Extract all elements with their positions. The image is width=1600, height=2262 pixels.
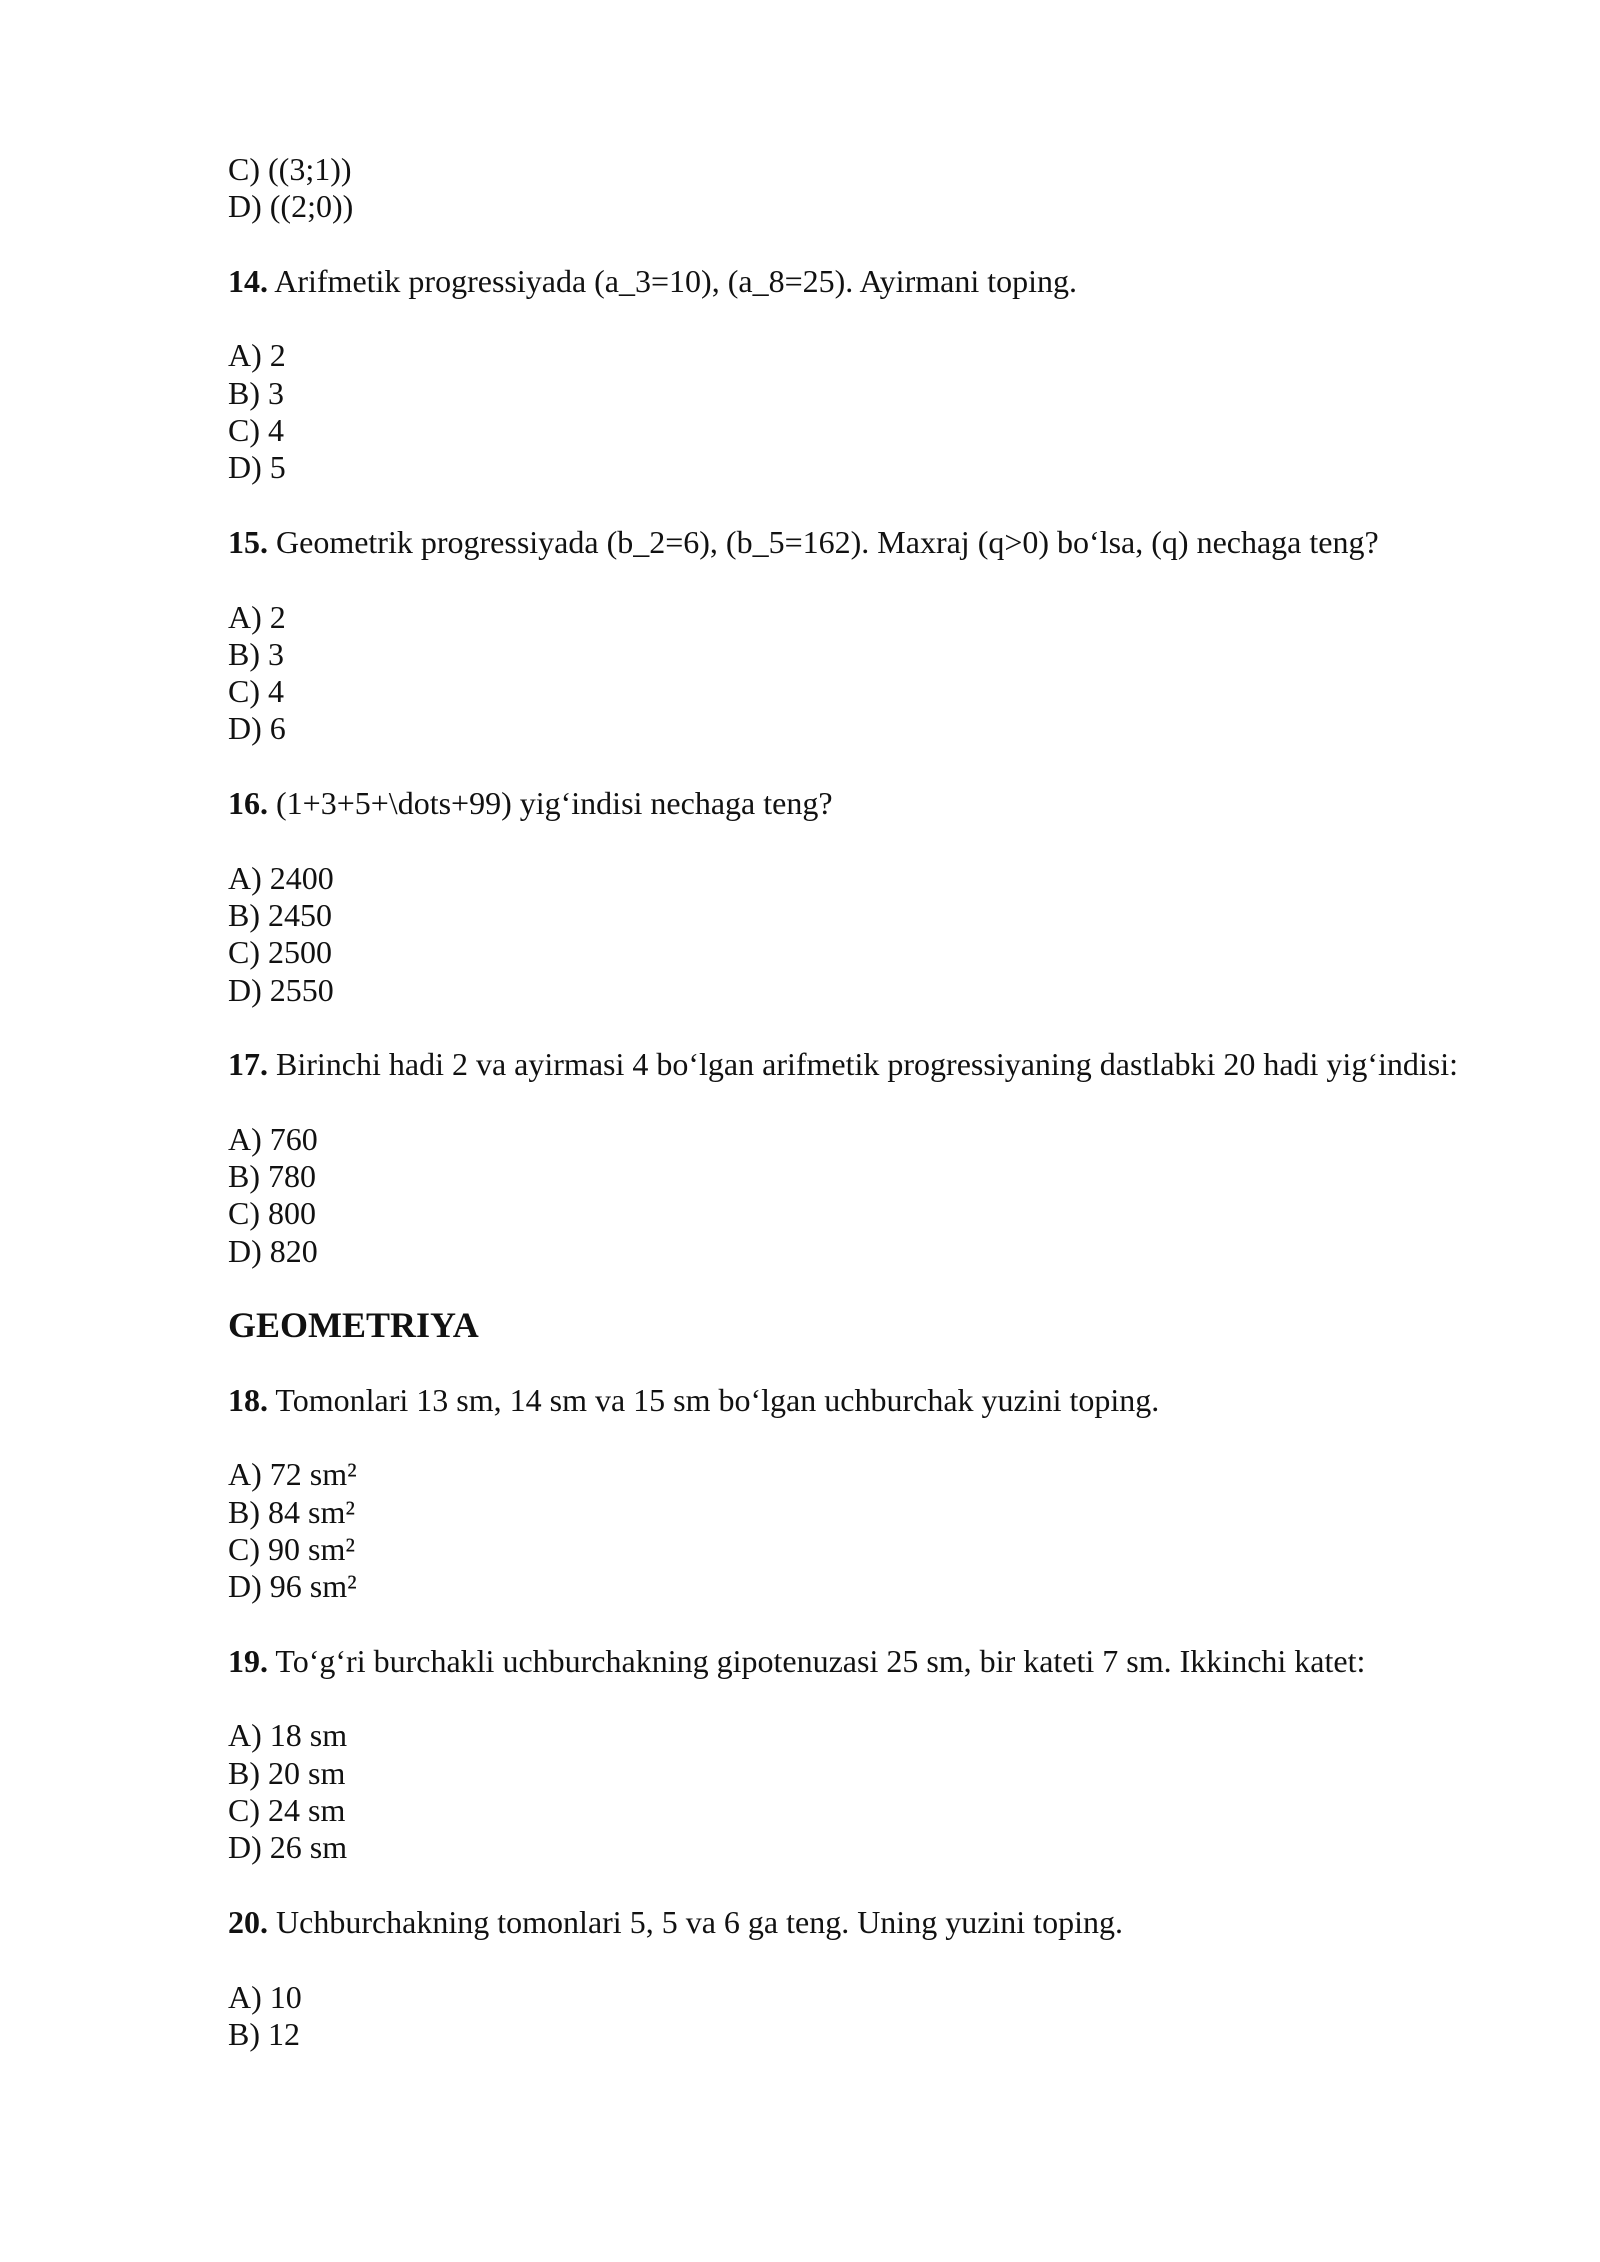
question-number: 15. [228,523,268,560]
question-text: (1+3+5+\dots+99) yig‘indisi nechaga teng? [276,785,833,822]
question-text: Arifmetik progressiyada (a_3=10), (a_8=25). Ayirmani toping. [274,262,1077,299]
option-d: D) 96 sm² [228,1568,357,1605]
option-a: A) 2400 [228,859,334,896]
question-20-options [228,1979,1558,2054]
question-text: To‘g‘ri burchakli uchburchakning gipotenuzasi 25 sm, bir kateti 7 sm. Ikkinchi katet: [275,1642,1366,1679]
option-a: A) 72 sm² [228,1456,357,1493]
option-a: A) 10 [228,1978,302,2015]
option-b: B) 780 [228,1158,316,1195]
section-heading: GEOMETRIYA [228,1305,479,1346]
option-c: C) 4 [228,412,284,449]
question-text: Geometrik progressiyada (b_2=6), (b_5=162). Maxraj (q>0) bo‘lsa, (q) nechaga teng? [276,523,1379,560]
option-a: A) 2 [228,337,286,374]
question-number: 19. [228,1642,268,1679]
question-18-options [228,1456,1558,1605]
question-number: 17. [228,1046,268,1083]
document-page [228,151,1558,2053]
question-15-options [228,599,1558,748]
question-text: Uchburchakning tomonlari 5, 5 va 6 ga teng. Uning yuzini toping. [276,1903,1123,1940]
question-text: Birinchi hadi 2 va ayirmasi 4 bo‘lgan arifmetik progressiyaning dastlabki 20 hadi yig‘indisi: [276,1046,1458,1083]
carryover-options [228,151,1558,226]
question-16-options [228,860,1558,1009]
option-b: B) 20 sm [228,1754,346,1791]
option-a: A) 760 [228,1120,318,1157]
question-20 [228,1904,1558,1941]
option-c: C) ((3;1)) [228,151,352,187]
option-c: C) 4 [228,673,284,710]
option-b: B) 3 [228,374,284,411]
option-c: C) 90 sm² [228,1530,355,1567]
question-18 [228,1382,1558,1419]
option-a: A) 18 sm [228,1717,348,1754]
question-19 [228,1643,1558,1680]
question-number: 16. [228,785,268,822]
option-d: D) ((2;0)) [228,188,354,225]
option-b: B) 84 sm² [228,1493,355,1530]
question-14-options [228,337,1558,486]
question-number: 20. [228,1903,268,1940]
option-b: B) 12 [228,2015,300,2052]
question-17 [228,1046,1558,1083]
question-text: Tomonlari 13 sm, 14 sm va 15 sm bo‘lgan uchburchak yuzini toping. [275,1381,1160,1418]
question-15 [228,524,1558,561]
option-b: B) 2450 [228,896,332,933]
option-a: A) 2 [228,598,286,635]
option-b: B) 3 [228,635,284,672]
option-c: C) 2500 [228,934,332,971]
question-number: 18. [228,1381,268,1418]
question-14 [228,263,1558,300]
question-number: 14. [228,262,268,299]
question-16 [228,785,1558,822]
question-19-options [228,1717,1558,1866]
option-d: D) 6 [228,710,286,747]
option-d: D) 2550 [228,971,334,1008]
option-c: C) 24 sm [228,1792,346,1829]
option-d: D) 820 [228,1232,318,1269]
option-d: D) 5 [228,449,286,486]
option-d: D) 26 sm [228,1829,348,1866]
question-17-options [228,1121,1558,1270]
option-c: C) 800 [228,1195,316,1232]
